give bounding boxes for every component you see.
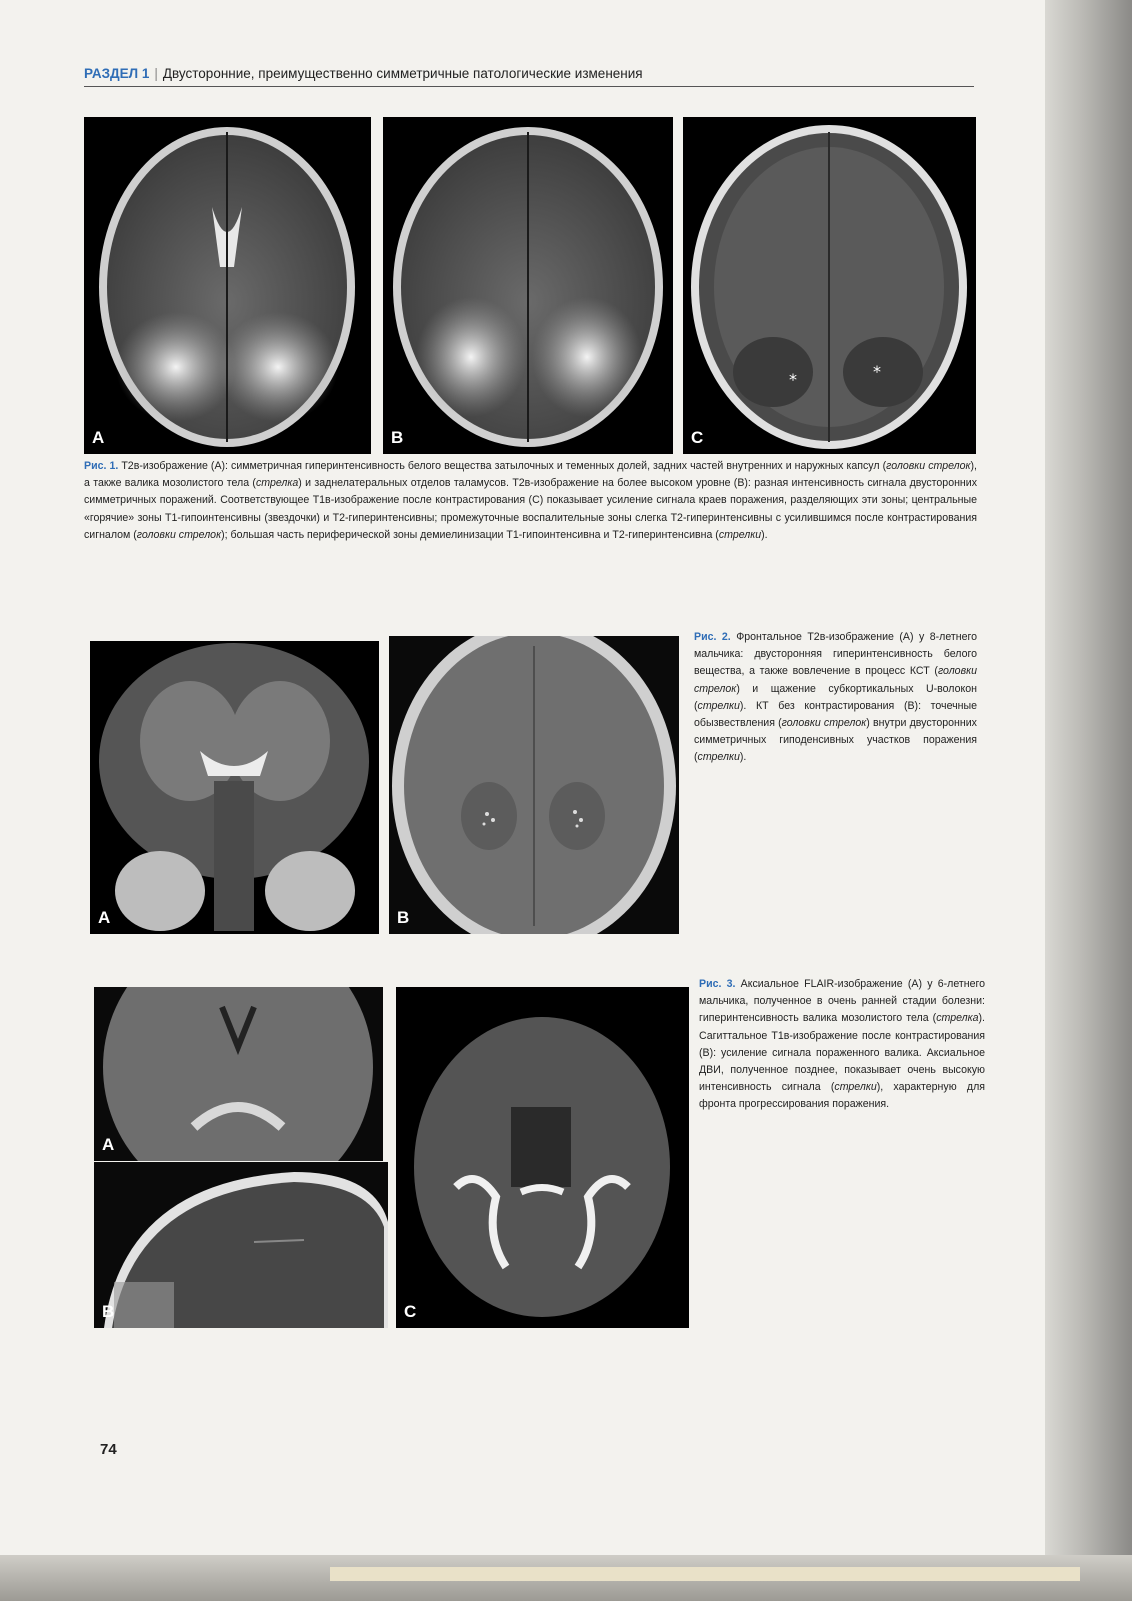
fig2-b-ct-image [389, 636, 679, 934]
fig1-a-mri-image [84, 117, 371, 454]
fig3-caption-label: Рис. 3. [699, 978, 736, 990]
fig3-panel-a [94, 987, 383, 1161]
fig1-a-letter: A [92, 428, 105, 447]
fig1-b-letter: B [391, 428, 404, 447]
section-label: РАЗДЕЛ 1 [84, 66, 150, 81]
page-number: 74 [100, 1441, 117, 1458]
fig1-panel-b [383, 117, 673, 454]
running-header [84, 66, 974, 87]
fig3-c-letter: C [404, 1302, 417, 1321]
fig1-panel-a [84, 117, 371, 454]
svg-text:*: * [873, 362, 881, 381]
fig2-caption-label: Рис. 2. [694, 631, 731, 643]
fig3-b-letter: B [102, 1302, 115, 1321]
fig2-panel-b [389, 636, 679, 934]
fig1-caption [84, 458, 977, 544]
fig3-b-t1-sagittal-image [94, 1162, 388, 1328]
fig2-panel-a [90, 641, 379, 934]
fig3-caption [699, 976, 985, 1114]
fig3-c-dwi-image [396, 987, 689, 1328]
fig3-a-flair-image [94, 987, 383, 1161]
fig1-caption-text: Т2в-изображение (А): симметричная гиперинтенсивность белого вещества затылочных и теменных долей, задних частей внутренних и наружных капсул (головки стрелок), а также валика мозолистого тела (стрелка) и заднелатеральных отделов таламусов. Т2в-изображение на более высоком уровне (В): разная интенсивность сигнала двусторонних симметричных поражений. Соответствующее Т1в-изображение после контрастирования (С) показывает усиление сигнала краев поражения, разделяющих эти зоны; центральные «горячие» зоны Т1-гипоинтенсивны (звездочки) и Т2-гиперинтенсивны; промежуточные воспалительные зоны слегка Т2-гиперинтенсивны с усилившимся после контрастирования сигналом (головки стрелок); большая часть периферической зоны демиелинизации Т1-гипоинтенсивна и Т2-гиперинтенсивна (стрелки). [84, 460, 977, 541]
fig3-panel-c [396, 987, 689, 1328]
page-edge-shadow [1045, 0, 1132, 1601]
fig3-caption-text: Аксиальное FLAIR-изображение (А) у 6-летнего мальчика, полученное в очень ранней стадии болезни: гиперинтенсивность валика мозолистого тела (стрелка). Сагиттальное Т1в-изображение после контрастирования (В): усиление сигнала пораженного валика. Аксиальное ДВИ, полученное позднее, показывает очень высокую интенсивность сигнала (стрелки), характерную для фронта прогрессирования поражения. [699, 978, 985, 1111]
header-title: Двусторонние, преимущественно симметричные патологические изменения [162, 66, 643, 81]
fig1-c-letter: C [691, 428, 704, 447]
fig2-a-mri-image [90, 641, 379, 934]
fig2-a-letter: A [98, 908, 111, 927]
fig2-caption [694, 629, 977, 767]
svg-text:*: * [789, 370, 797, 389]
fig1-b-mri-image [383, 117, 673, 454]
fig1-caption-label: Рис. 1. [84, 460, 119, 472]
fig1-c-mri-image [683, 117, 976, 454]
fig3-a-letter: A [102, 1135, 115, 1154]
fig2-b-letter: B [397, 908, 410, 927]
header-separator: | [154, 66, 158, 81]
fig3-panel-b [94, 1162, 388, 1328]
fig2-caption-text: Фронтальное Т2в-изображение (А) у 8-летнего мальчика: двусторонняя гиперинтенсивность белого вещества, а также вовлечение в процесс КСТ (головки стрелок) и щажение субкортикальных U-волокон (стрелки). КТ без контрастирования (В): точечные обызвествления (головки стрелок) внутри двусторонних симметричных гиподенсивных участков поражения (стрелки). [694, 631, 977, 764]
fig1-panel-c [683, 117, 976, 454]
scan-bottom-strip [330, 1567, 1080, 1581]
